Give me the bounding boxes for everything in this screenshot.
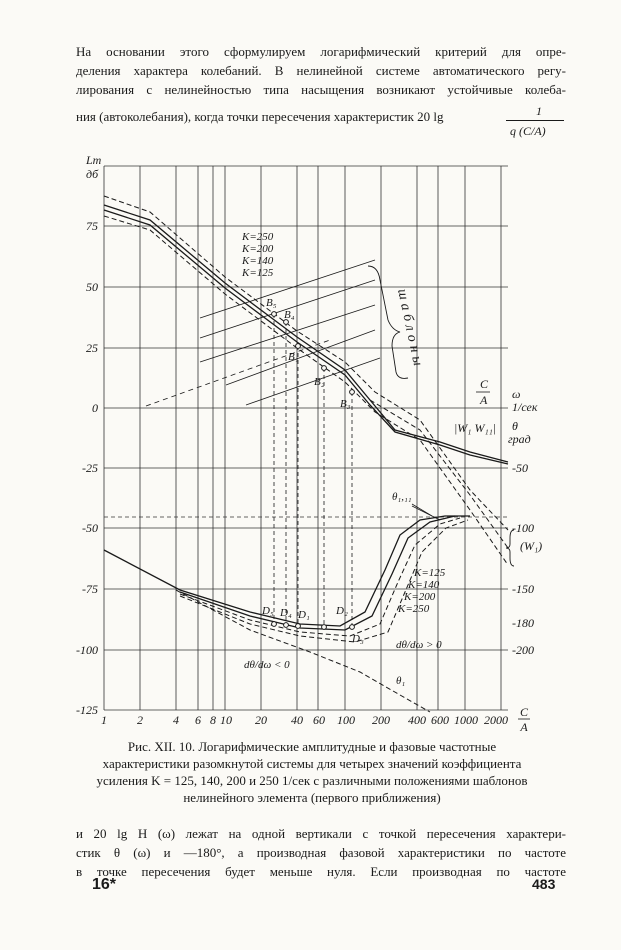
k-label: K=250 xyxy=(242,231,274,243)
x-tick: 2 xyxy=(137,713,143,727)
d-point-label: D₃ xyxy=(352,633,364,645)
x-tick: 400 xyxy=(408,713,426,727)
paragraph-line: в точке пересечения будет меньше нуля. Если производная по частоте xyxy=(76,864,566,879)
x-tick: 20 xyxy=(255,713,267,727)
x-tick: 2000 xyxy=(484,713,508,727)
x-tick: 4 xyxy=(173,713,179,727)
paragraph-line: стик θ (ω) и —180°, а производная фазовой характеристики по частоте xyxy=(76,845,566,860)
right-theta-unit: град xyxy=(508,432,531,446)
theta-1-label: θ₁ xyxy=(396,675,406,687)
right-tick: -100 xyxy=(512,521,534,535)
x-tick: 60 xyxy=(313,713,325,727)
lm-curves xyxy=(104,205,508,464)
k-label: K=200 xyxy=(242,243,274,255)
x-unit-bottom: A xyxy=(520,720,528,734)
lm-dashed xyxy=(104,196,508,565)
y-tick: -25 xyxy=(82,461,98,475)
templates-label: шаблоны xyxy=(394,287,426,372)
paragraph-line: и 20 lg H (ω) лежат на одной вертикали с точкой пересечения характери- xyxy=(76,826,566,841)
y-tick: -125 xyxy=(76,703,98,717)
deriv-neg-label: dθ/dω < 0 xyxy=(244,659,290,671)
right-tick: -50 xyxy=(512,461,528,475)
paragraph-line: лирования с нелинейностью типа насыщения возникают устойчивые колеба- xyxy=(76,82,566,97)
x-tick: 200 xyxy=(372,713,390,727)
right-tick: -150 xyxy=(512,582,534,596)
y-tick: -75 xyxy=(82,582,98,596)
k-label: K=140 xyxy=(408,579,440,591)
x-tick: 1 xyxy=(101,713,107,727)
x-tick: 100 xyxy=(337,713,355,727)
y-axis-title-bottom: дб xyxy=(86,167,99,181)
y-tick: -100 xyxy=(76,643,98,657)
figure-caption: Рис. XII. 10. Логарифмические амплитудные и фазовые частотные характеристики разомкнутой системы для четырех значений коэффициента усиления K = 125, 140, 200 и 250 1/сек с различными положениями шаблонов нелинейного элемента (первого приближения) xyxy=(96,739,528,805)
paragraph-line: деления характера колебаний. В нелинейной системе автоматического регу- xyxy=(76,63,566,78)
right-omega-label: ω xyxy=(512,387,521,401)
right-omega-unit: 1/сек xyxy=(512,400,538,414)
b-point-label: B₃ xyxy=(340,398,351,410)
x-tick: 40 xyxy=(291,713,303,727)
paragraph-bottom xyxy=(76,824,566,881)
k-label: K=140 xyxy=(242,255,274,267)
y-tick: -50 xyxy=(82,521,98,535)
k-label: K=125 xyxy=(242,267,274,279)
right-bracket-label: (W₁) xyxy=(520,539,543,553)
y-tick: 50 xyxy=(86,280,98,294)
b-point-label: B₁ xyxy=(288,351,299,363)
ca-label-top: C xyxy=(480,377,489,391)
theta-12-label: θ₁,₁₁ xyxy=(392,491,412,503)
page-mark: 16* xyxy=(92,876,117,893)
x-tick: 600 xyxy=(431,713,449,727)
k-label: K=250 xyxy=(398,603,430,615)
paragraph-line: ния (автоколебания), когда точки пересечения характеристик 20 lg xyxy=(76,109,444,124)
page-number: 483 xyxy=(532,876,556,892)
b-point-label: B₅ xyxy=(266,297,277,309)
y-tick: 75 xyxy=(86,219,98,233)
d-point-label: D₅ xyxy=(262,605,274,617)
right-tick: -180 xyxy=(512,616,534,630)
ca-label-bottom: A xyxy=(480,393,488,407)
y-tick: 25 xyxy=(86,341,98,355)
deriv-pos-label: dθ/dω > 0 xyxy=(396,639,442,651)
w-label: |W₁ W₁₁| xyxy=(454,421,497,435)
right-tick: -200 xyxy=(512,643,534,657)
fraction-denominator: q (C/A) xyxy=(510,124,546,138)
b-point-label: B₄ xyxy=(284,309,295,321)
k-label: K=125 xyxy=(414,567,446,579)
x-tick: 8 xyxy=(210,713,216,727)
paragraph-line: На основании этого сформулируем логарифмический критерий для опре- xyxy=(76,44,566,59)
x-unit-top: C xyxy=(519,705,529,719)
y-axis-title-top: Lm xyxy=(86,153,102,167)
d-point-label: D₁ xyxy=(298,609,310,621)
d-point-label: D₂ xyxy=(336,605,348,617)
x-tick: 10 xyxy=(220,713,232,727)
b-point-label: B₂ xyxy=(314,376,325,388)
fraction-numerator: 1 xyxy=(536,104,542,118)
x-tick: 6 xyxy=(195,713,201,727)
x-tick: 1000 xyxy=(454,713,478,727)
y-tick: 0 xyxy=(92,401,98,415)
d-point-label: D₄ xyxy=(280,607,292,619)
right-theta-label: θ xyxy=(512,419,518,433)
k-label: K=200 xyxy=(404,591,436,603)
